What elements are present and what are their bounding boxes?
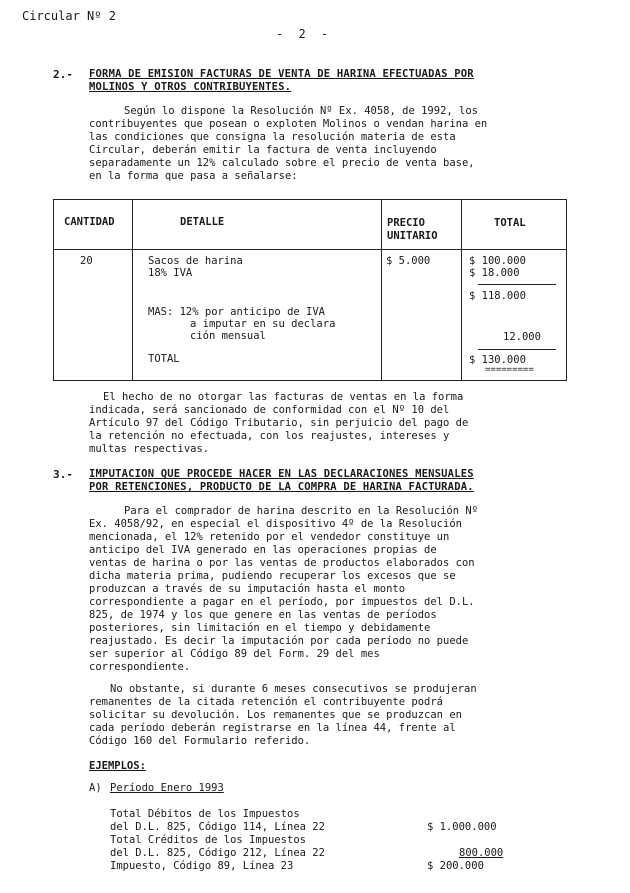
s3-p2-line-1: No obstante, si durante 6 meses consecutivos se produjeran	[110, 683, 477, 695]
example-row-value: $ 200.000	[427, 860, 484, 872]
s3-p1-line-1: Para el comprador de harina descrito en la Resolución Nº	[124, 505, 479, 517]
s2-intro-line-4: Circular, deberán emitir la factura de venta incluyendo	[89, 144, 437, 156]
s3-p1-line-3: mencionada, el 12% retenido por el vendedor constituye un	[89, 531, 450, 543]
detalle-line-2: 18% IVA	[148, 267, 193, 279]
s2-closing-line-4: la retención no efectuada, con los reajustes, intereses y	[89, 430, 450, 442]
s3-p1-line-2: Ex. 4058/92, en especial el dispositivo 4º de la Resolución	[89, 518, 462, 530]
anticipo-line-1: MAS: 12% por anticipo de IVA	[148, 306, 326, 318]
examples-label: EJEMPLOS:	[89, 760, 146, 772]
sum-rule	[478, 349, 556, 350]
example-row-label: del D.L. 825, Código 114, Línea 22	[110, 821, 325, 833]
cantidad-value: 20	[80, 255, 93, 267]
s3-p1-line-9: 825, de 1974 y los que genere en las ventas de períodos	[89, 609, 437, 621]
col-header-precio: PRECIO	[387, 217, 425, 229]
example-row-label: Total Créditos de los Impuestos	[110, 834, 306, 846]
sum-rule	[478, 284, 556, 285]
s2-closing-line-3: Artículo 97 del Código Tributario, sin perjuicio del pago de	[89, 417, 469, 429]
page-number: - 2 -	[276, 27, 333, 41]
col-header-total: TOTAL	[494, 217, 526, 229]
anticipo-line-3: ción mensual	[190, 330, 266, 342]
s2-closing-line-5: multas respectivas.	[89, 443, 210, 455]
precio-value: $ 5.000	[386, 255, 431, 267]
s3-p1-line-6: dicha materia prima, pudiendo recuperar los excesos que se	[89, 570, 456, 582]
s2-intro-line-3: las condiciones que consigna la resolución materia de esta	[89, 131, 456, 143]
s2-intro-line-1: Según lo dispone la Resolución Nº Ex. 4058, de 1992, los	[124, 105, 479, 117]
example-row-label: Total Débitos de los Impuestos	[110, 808, 300, 820]
s3-p2-line-5: Código 160 del Formulario referido.	[89, 735, 311, 747]
double-rule: =========	[485, 365, 534, 375]
example-row-label: Impuesto, Código 89, Línea 23	[110, 860, 294, 872]
section-3-title-line-2: POR RETENCIONES, PRODUCTO DE LA COMPRA DE HARINA FACTURADA.	[89, 481, 474, 493]
section-3-title-line-1: IMPUTACION QUE PROCEDE HACER EN LAS DECLARACIONES MENSUALES	[89, 468, 474, 480]
s3-p2-line-3: solicitar su devolución. Los remanentes que se produzcan en	[89, 709, 462, 721]
table-divider	[381, 200, 382, 380]
s2-intro-line-6: en la forma que pasa a señalarse:	[89, 170, 298, 182]
s3-p1-line-13: correspondiente.	[89, 661, 191, 673]
anticipo-line-2: a imputar en su declara	[190, 318, 336, 330]
table-divider	[461, 200, 462, 380]
col-header-detalle: DETALLE	[180, 216, 225, 228]
example-a-prefix: A)	[89, 782, 102, 794]
s3-p2-line-2: remanentes de la citada retención el contribuyente podrá	[89, 696, 444, 708]
section-2-title-line-2: MOLINOS Y OTROS CONTRIBUYENTES.	[89, 81, 292, 93]
s3-p1-line-12: ser superior al Código 89 del Form. 29 del mes	[89, 648, 380, 660]
table-divider	[132, 200, 133, 380]
total-subtotal: $ 100.000	[469, 255, 526, 267]
total-iva: $ 18.000	[469, 267, 520, 279]
s3-p1-line-7: produzcan a través de su imputación hasta el monto	[89, 583, 406, 595]
invoice-table	[53, 199, 567, 381]
circular-label: Circular Nº 2	[22, 9, 116, 23]
s2-intro-line-2: contribuyentes que posean o exploten Molinos o vendan harina en	[89, 118, 488, 130]
s3-p1-line-8: correspondiente a pagar en el período, por impuestos del D.L.	[89, 596, 475, 608]
s2-intro-line-5: separadamente un 12% calculado sobre el precio de venta base,	[89, 157, 475, 169]
example-row-value: 800.000	[459, 847, 504, 859]
total-label: TOTAL	[148, 353, 180, 365]
s3-p1-line-10: posteriores, sin limitación en el tiempo y debidamente	[89, 622, 431, 634]
col-header-unitario: UNITARIO	[387, 230, 438, 242]
anticipo-value: 12.000	[503, 331, 541, 343]
section-2-number: 2.-	[53, 68, 73, 81]
s3-p1-line-5: ventas de harina o por las ventas de productos elaborados con	[89, 557, 475, 569]
table-header-rule	[54, 249, 566, 250]
s3-p1-line-4: anticipo del IVA generado en las operaciones propias de	[89, 544, 437, 556]
section-3-number: 3.-	[53, 468, 73, 481]
example-a-title: Período Enero 1993	[110, 782, 224, 794]
section-2-title-line-1: FORMA DE EMISION FACTURAS DE VENTA DE HARINA EFECTUADAS POR	[89, 68, 474, 80]
s2-closing-line-2: indicada, será sancionado de conformidad con el Nº 10 del	[89, 404, 450, 416]
s2-closing-line-1: El hecho de no otorgar las facturas de ventas en la forma	[103, 391, 464, 403]
s3-p2-line-4: cada período deberán registrarse en la línea 44, frente al	[89, 722, 456, 734]
total-with-iva: $ 118.000	[469, 290, 526, 302]
example-row-label: del D.L. 825, Código 212, Línea 22	[110, 847, 325, 859]
example-row-value: $ 1.000.000	[427, 821, 497, 833]
grand-total: $ 130.000	[469, 354, 526, 366]
s3-p1-line-11: reajustado. Es decir la imputación por cada período no puede	[89, 635, 469, 647]
col-header-cantidad: CANTIDAD	[64, 216, 115, 228]
detalle-line-1: Sacos de harina	[148, 255, 243, 267]
